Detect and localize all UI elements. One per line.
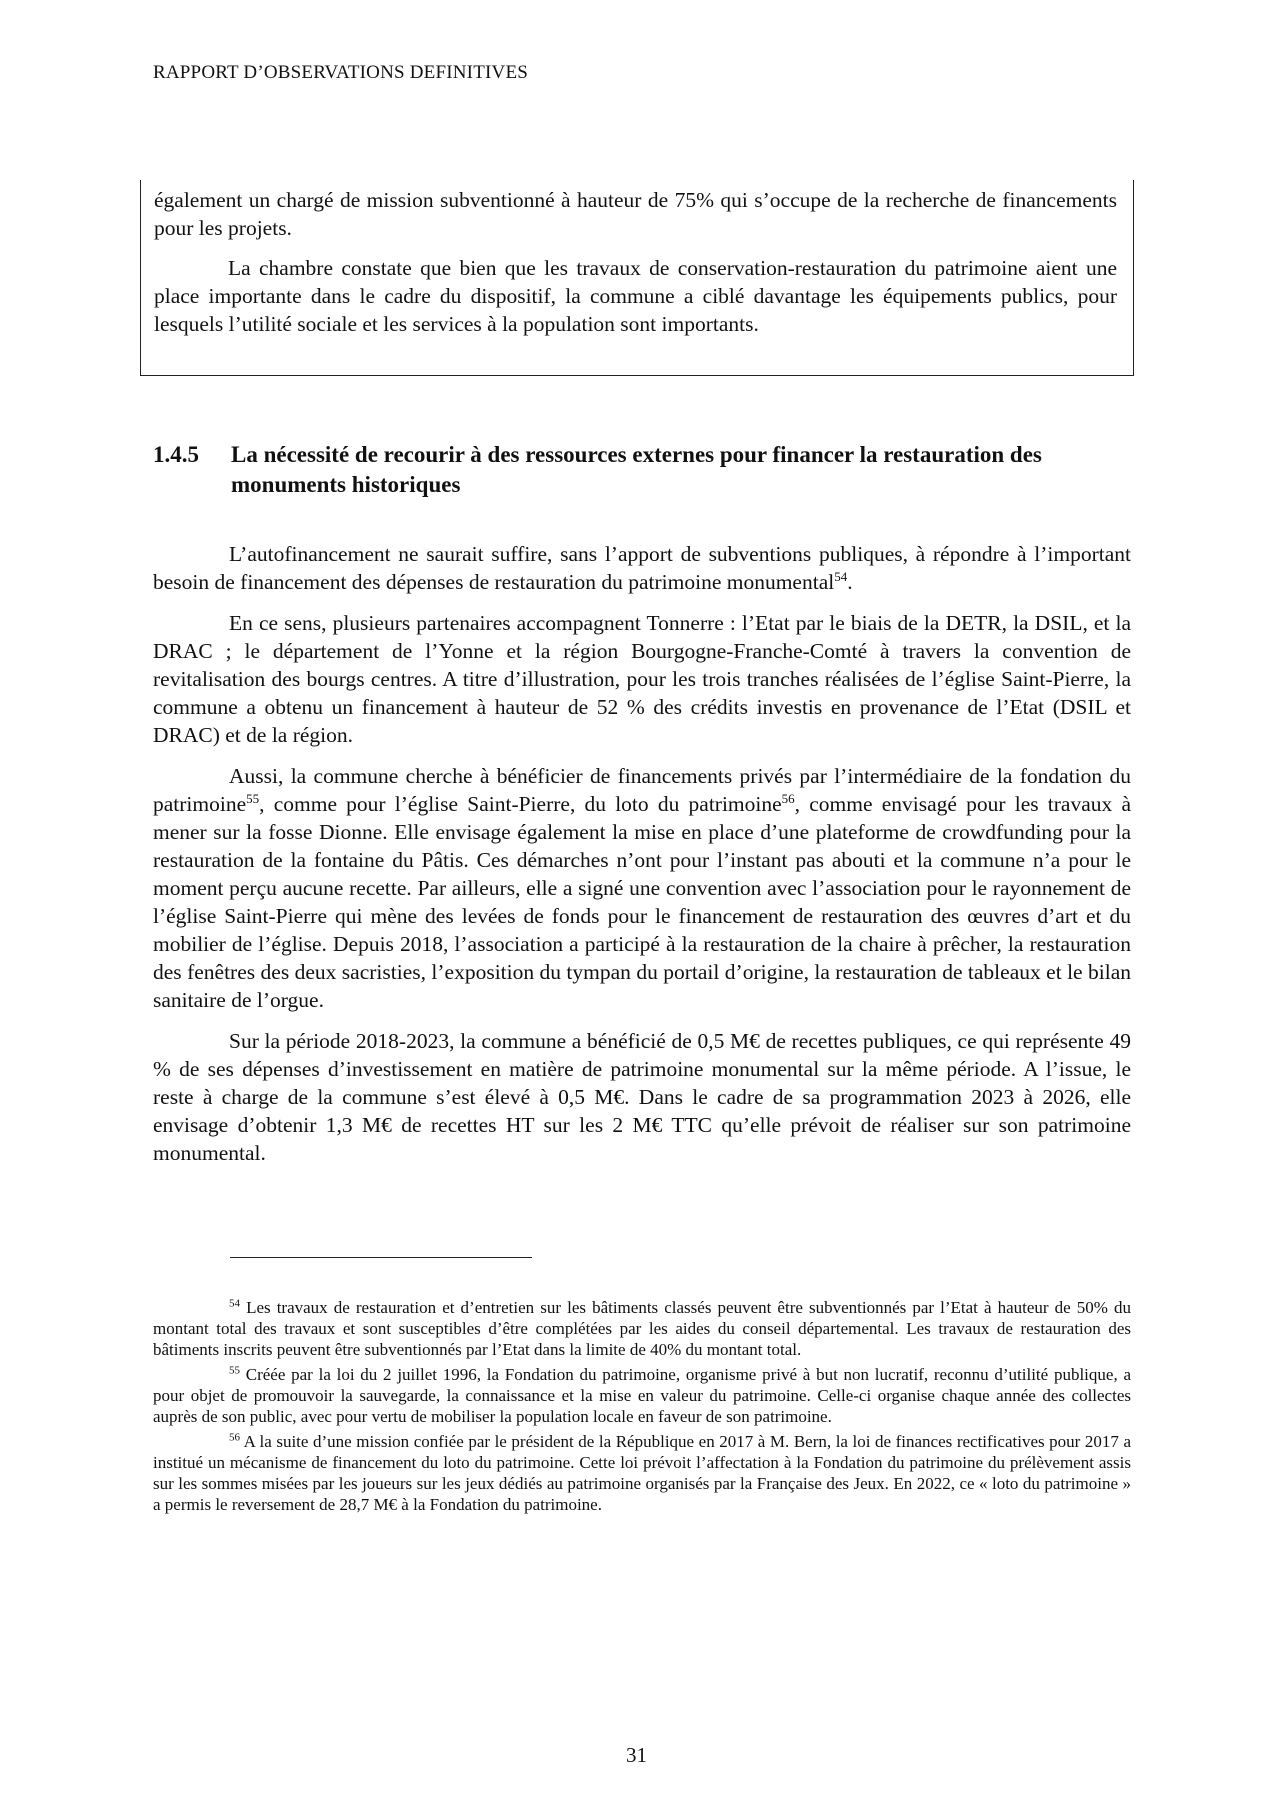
footnote-number: 54 bbox=[229, 1297, 240, 1310]
page-number: 31 bbox=[626, 1743, 647, 1767]
footnote-56 bbox=[153, 1431, 1131, 1515]
paragraph-3-part-b: , comme pour l’église Saint-Pierre, du loto du patrimoine bbox=[259, 792, 782, 816]
footnote-55 bbox=[153, 1364, 1131, 1427]
paragraph-3-part-a: Aussi, la commune cherche à bénéficier de financements privés par l’intermédiaire de la fondation du patrimoine bbox=[153, 764, 1131, 816]
box-paragraph-2: La chambre constate que bien que les travaux de conservation-restauration du patrimoine aient une place importante dans le cadre du dispositif, la commune a ciblé davantage les équipements publics, pour lesquels l’utilité sociale et les services à la population sont importants. bbox=[154, 256, 1117, 336]
footnote-text: A la suite d’une mission confiée par le président de la République en 2017 à M. Bern, la loi de finances rectificatives pour 2017 a institué un mécanisme de financement du loto du patrimoine. Cette loi prévoit l’affectation à la Fondation du patrimoine du prélèvement assis sur les sommes misées par les joueurs sur les jeux dédiés au patrimoine organisés par la Française des Jeux. En 2022, ce « loto du patrimoine » a permis le reversement de 28,7 M€ à la Fondation du patrimoine. bbox=[153, 1432, 1131, 1514]
body-text bbox=[153, 540, 1131, 1180]
report-header: RAPPORT D’OBSERVATIONS DEFINITIVES bbox=[153, 62, 529, 83]
paragraph-1-end: . bbox=[847, 570, 853, 594]
paragraph-3-part-c: , comme envisagé pour les travaux à mener sur la fosse Dionne. Elle envisage également la mise en place d’une plateforme de crowdfunding pour la restauration de la fontaine du Pâtis. Ces démarches n’ont pour l’instant pas abouti et la commune n’a pour le moment perçu aucune recette. Par ailleurs, elle a signé une convention avec l’association pour le rayonnement de l’église Saint-Pierre qui mène des levées de fonds pour le financement de restauration des œuvres d’art et du mobilier de l’église. Depuis 2018, l’association a participé à la restauration de la chaire à prêcher, la restauration des fenêtres des deux sacristies, l’exposition du tympan du portail d’origine, la restauration de tableaux et le bilan sanitaire de l’orgue. bbox=[153, 792, 1131, 1012]
footnote-ref-55[interactable]: 55 bbox=[246, 790, 260, 806]
observation-box bbox=[140, 180, 1134, 376]
paragraph-3 bbox=[153, 762, 1131, 1014]
footnotes bbox=[153, 1297, 1131, 1519]
paragraph-1 bbox=[153, 540, 1131, 596]
footnote-text: Créée par la loi du 2 juillet 1996, la Fondation du patrimoine, organisme privé à but non lucratif, reconnu d’utilité publique, a pour objet de promouvoir la sauvegarde, la connaissance et la mise en valeur du patrimoine. Celle-ci organise chaque année des collectes auprès de son public, avec pour vertu de mobiliser la population locale en faveur de son patrimoine. bbox=[153, 1365, 1131, 1426]
section-title: La nécessité de recourir à des ressources externes pour financer la restauration des monuments historiques bbox=[231, 442, 1042, 497]
section-heading bbox=[153, 440, 1053, 500]
footnote-ref-54[interactable]: 54 bbox=[834, 568, 848, 584]
section-number: 1.4.5 bbox=[153, 442, 199, 467]
footnote-ref-56[interactable]: 56 bbox=[781, 790, 795, 806]
footnote-number: 56 bbox=[229, 1431, 240, 1444]
footnote-text: Les travaux de restauration et d’entretien sur les bâtiments classés peuvent être subventionnés par l’Etat à hauteur de 50% du montant total des travaux et sont susceptibles d’être complétées par les aides du conseil départemental. Les travaux de restauration des bâtiments inscrits peuvent être subventionnés par l’Etat dans la limite de 40% du montant total. bbox=[153, 1298, 1131, 1359]
paragraph-2: En ce sens, plusieurs partenaires accompagnent Tonnerre : l’Etat par le biais de la DETR, la DSIL, et la DRAC ; le département de l’Yonne et la région Bourgogne-Franche-Comté à travers la convention de revitalisation des bourgs centres. A titre d’illustration, pour les trois tranches réalisées de l’église Saint-Pierre, la commune a obtenu un financement à hauteur de 52 % des crédits investis en provenance de l’Etat (DSIL et DRAC) et de la région. bbox=[153, 611, 1131, 747]
paragraph-4: Sur la période 2018-2023, la commune a bénéficié de 0,5 M€ de recettes publiques, ce qui représente 49 % de ses dépenses d’investissement en matière de patrimoine monumental sur la même période. A l’issue, le reste à charge de la commune s’est élevé à 0,5 M€. Dans le cadre de sa programmation 2023 à 2026, elle envisage d’obtenir 1,3 M€ de recettes HT sur les 2 M€ TTC qu’elle prévoit de réaliser sur son patrimoine monumental. bbox=[153, 1029, 1131, 1165]
paragraph-1-text: L’autofinancement ne saurait suffire, sans l’apport de subventions publiques, à répondre à l’important besoin de financement des dépenses de restauration du patrimoine monumental bbox=[153, 542, 1131, 594]
footnote-number: 55 bbox=[229, 1364, 240, 1377]
footnote-separator bbox=[230, 1257, 532, 1258]
footnote-54 bbox=[153, 1297, 1131, 1360]
box-paragraph-1: également un chargé de mission subventionné à hauteur de 75% qui s’occupe de la recherche de financements pour les projets. bbox=[154, 188, 1117, 240]
